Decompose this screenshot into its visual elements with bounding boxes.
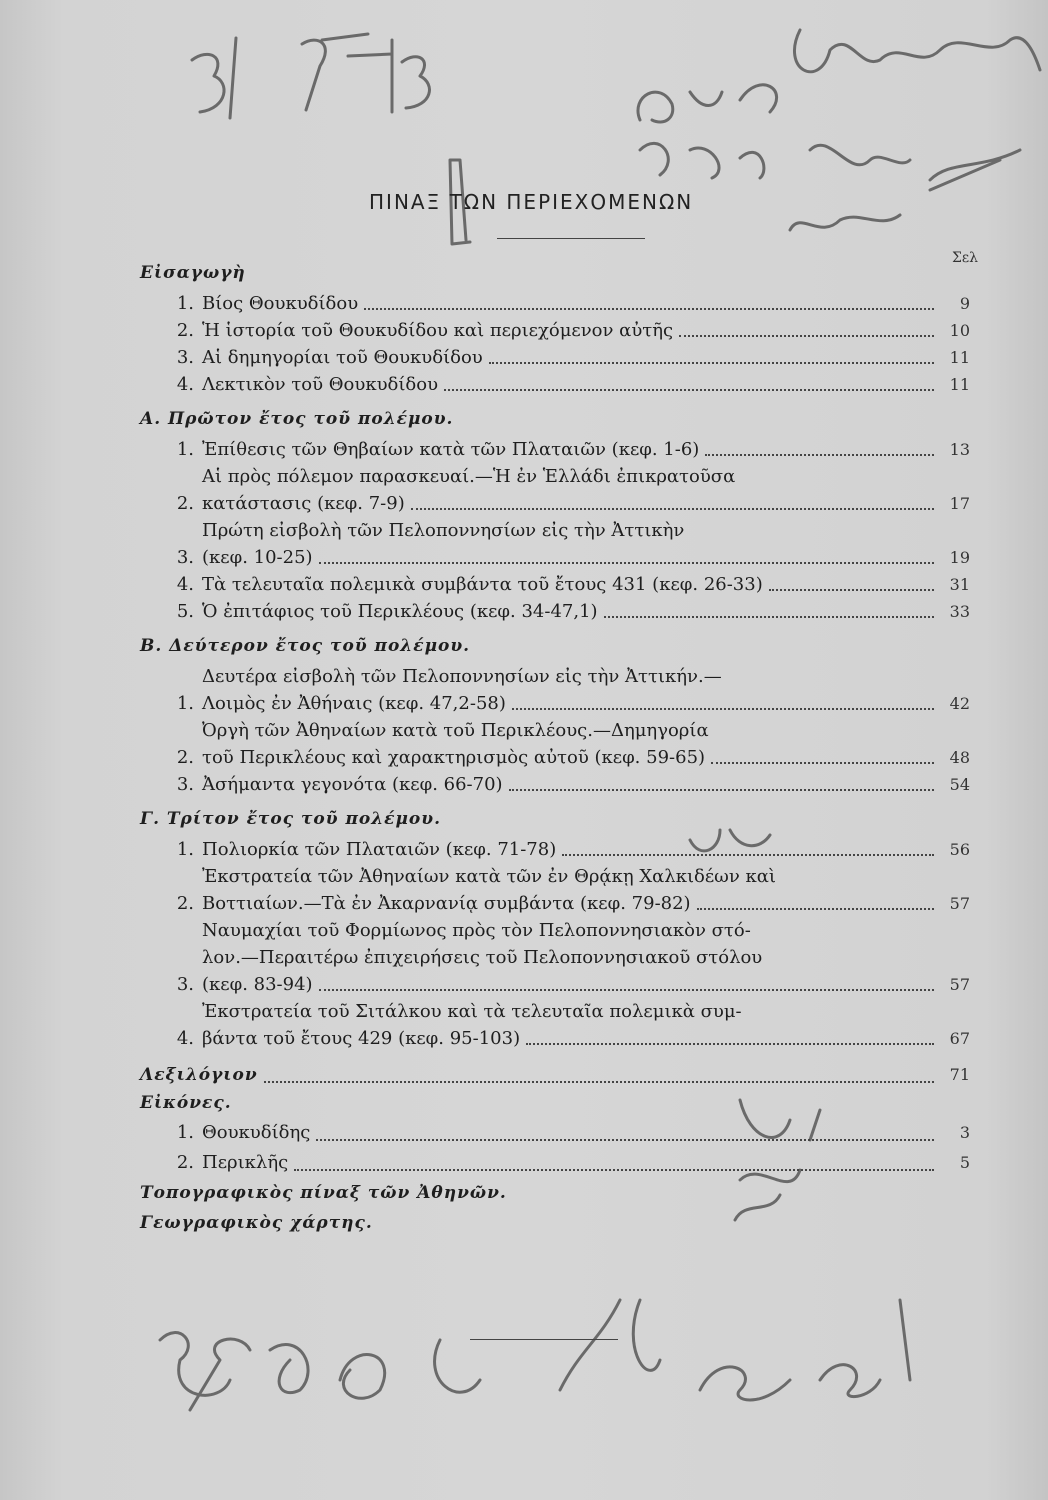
entry-line [202, 771, 970, 798]
entry-body [202, 1148, 970, 1178]
pencil-mark-range [302, 34, 429, 112]
dot-leader [509, 788, 934, 791]
page-title: ΠΙΝΑΞ ΤΩΝ ΠΕΡΙΕΧΟΜΕΝΩΝ [369, 190, 694, 214]
page-number: 10 [949, 321, 970, 340]
entry-body [202, 463, 970, 517]
dot-leader [316, 1138, 934, 1141]
toc-entry [140, 517, 970, 571]
entry-body [202, 317, 970, 344]
page-column-label: Σελ [952, 250, 979, 266]
dot-leader [679, 334, 934, 337]
entry-body [202, 290, 970, 317]
entry-number: 3. [176, 974, 194, 995]
entry-number: 2. [176, 493, 194, 514]
entry-line [202, 890, 970, 917]
geographic-map-entry [140, 1208, 970, 1238]
section-heading: Γ. Τρίτον ἔτος τοῦ πολέμου. [140, 809, 441, 829]
entry-line [202, 998, 970, 1025]
images-section [140, 1092, 970, 1178]
entry-body [202, 771, 970, 798]
entry-title: Ὁ ἐπιτάφιος τοῦ Περικλέους (κεφ. 34-47,1) [202, 601, 598, 622]
entry-line [202, 971, 970, 998]
toc-entry [140, 317, 970, 344]
entry-body [202, 598, 970, 625]
dot-leader [364, 307, 934, 310]
page-number: 42 [949, 694, 970, 713]
entry-line [202, 863, 970, 890]
entry-body [202, 917, 970, 998]
dot-leader [319, 561, 934, 564]
entry-line [202, 690, 970, 717]
entry-body [202, 371, 970, 398]
dot-leader [489, 361, 934, 364]
section-heading: Εἰκόνες. [140, 1093, 232, 1113]
entry-number: 4. [176, 574, 194, 595]
topographic-map-label: Τοπογραφικὸς πίναξ τῶν Ἀθηνῶν. [140, 1183, 507, 1203]
dot-leader [769, 588, 934, 591]
entry-line [202, 344, 970, 371]
entry-line [202, 517, 970, 544]
entry-title: Ὀργὴ τῶν Ἀθηναίων κατὰ τοῦ Περικλέους.—Δημηγορία [202, 720, 709, 741]
toc-entry [140, 436, 970, 463]
entry-line [202, 944, 970, 971]
section-heading: Β. Δεύτερον ἔτος τοῦ πολέμου. [140, 636, 471, 656]
entry-number: 1. [176, 439, 194, 460]
entry-title: Λοιμὸς ἐν Ἀθήναις (κεφ. 47,2-58) [202, 693, 506, 714]
entry-title: κατάστασις (κεφ. 7-9) [202, 493, 405, 514]
dot-leader [604, 615, 934, 618]
glossary-entry [140, 1060, 970, 1090]
page-number: 67 [949, 1029, 970, 1048]
entry-line [202, 744, 970, 771]
geographic-map-label: Γεωγραφικὸς χάρτης. [140, 1213, 373, 1233]
entry-line [202, 1025, 970, 1052]
entry-body [202, 436, 970, 463]
entry-line [202, 917, 970, 944]
entry-number: 3. [176, 774, 194, 795]
toc-entry [140, 1118, 970, 1148]
entry-title: Δευτέρα εἰσβολὴ τῶν Πελοποννησίων εἰς τὴν Ἀττικήν.— [202, 666, 722, 687]
dot-leader [264, 1080, 934, 1083]
entry-number: 1. [176, 293, 194, 314]
toc-entry [140, 598, 970, 625]
toc-entry [140, 771, 970, 798]
entry-line [202, 836, 970, 863]
page-number: 17 [949, 494, 970, 513]
page-number: 71 [949, 1065, 970, 1084]
toc-entry [140, 663, 970, 717]
page-number: 56 [949, 840, 970, 859]
toc-section [140, 635, 970, 798]
entry-number: 1. [176, 1122, 194, 1143]
toc-entry [140, 836, 970, 863]
entry-line [202, 663, 970, 690]
entry-body [202, 663, 970, 717]
closing-rule [470, 1339, 618, 1340]
entry-title: Ἡ ἱστορία τοῦ Θουκυδίδου καὶ περιεχόμενον αὐτῆς [202, 320, 674, 341]
dot-leader [294, 1168, 934, 1171]
entry-body [202, 998, 970, 1052]
entry-title: τοῦ Περικλέους καὶ χαρακτηρισμὸς αὐτοῦ (κεφ. 59-65) [202, 747, 706, 768]
dot-leader [526, 1042, 934, 1045]
topographic-map-entry [140, 1178, 970, 1208]
entry-line [202, 598, 970, 625]
entry-number: 4. [176, 374, 194, 395]
page-number: 13 [949, 440, 970, 459]
entry-number: 5. [176, 601, 194, 622]
entry-number: 2. [176, 320, 194, 341]
section-heading: Εἰσαγωγὴ [140, 263, 246, 283]
dot-leader [562, 853, 934, 856]
page-number: 9 [959, 294, 970, 313]
toc-entry [140, 290, 970, 317]
entry-title: Αἱ πρὸς πόλεμον παρασκευαί.—Ἡ ἐν Ἑλλάδι ἐπικρατοῦσα [202, 466, 736, 487]
dot-leader [512, 707, 934, 710]
section-heading: Α. Πρῶτον ἔτος τοῦ πολέμου. [140, 409, 454, 429]
dot-leader [705, 453, 934, 456]
entry-title: λον.—Περαιτέρω ἐπιχειρήσεις τοῦ Πελοποννησιακοῦ στόλου [202, 947, 763, 968]
entry-body [202, 836, 970, 863]
entry-number: 1. [176, 839, 194, 860]
title-underline [497, 238, 645, 239]
entry-title: Ἀσήμαντα γεγονότα (κεφ. 66-70) [202, 774, 503, 795]
pencil-mark-note-1 [638, 30, 1040, 122]
entry-line [202, 1148, 970, 1178]
toc-entry [140, 571, 970, 598]
entry-line [202, 544, 970, 571]
entry-number: 3. [176, 547, 194, 568]
glossary-label: Λεξιλόγιον [140, 1065, 258, 1085]
entry-title: Αἱ δημηγορίαι τοῦ Θουκυδίδου [202, 347, 483, 368]
entry-line [202, 571, 970, 598]
entry-line [202, 463, 970, 490]
entry-line [202, 290, 970, 317]
entry-title: Βίος Θουκυδίδου [202, 293, 359, 314]
entry-number: 4. [176, 1028, 194, 1049]
toc-entry [140, 863, 970, 917]
toc-section [140, 808, 970, 1052]
entry-number: 2. [176, 747, 194, 768]
toc-entry [140, 998, 970, 1052]
page-number: 54 [949, 775, 970, 794]
entry-title: (κεφ. 83-94) [202, 974, 313, 995]
entry-title: Τὰ τελευταῖα πολεμικὰ συμβάντα τοῦ ἔτους 431 (κεφ. 26-33) [202, 574, 763, 595]
toc-section [140, 408, 970, 625]
pencil-signature [160, 1300, 910, 1410]
page-number: 19 [949, 548, 970, 567]
entry-title: (κεφ. 10-25) [202, 547, 313, 568]
entry-line [202, 317, 970, 344]
entry-line [202, 371, 970, 398]
entry-line [202, 436, 970, 463]
entry-title: Ἐκστρατεία τῶν Ἀθηναίων κατὰ τῶν ἐν Θρᾴκῃ Χαλκιδέων καὶ [202, 866, 776, 887]
entry-line [202, 1118, 970, 1148]
dot-leader [411, 507, 934, 510]
entry-title: Ἐκστρατεία τοῦ Σιτάλκου καὶ τὰ τελευταῖα πολεμικὰ συμ- [202, 1001, 742, 1022]
pencil-mark-number [192, 38, 236, 118]
page-number: 11 [949, 348, 970, 367]
page-number: 11 [949, 375, 970, 394]
entry-title: Πρώτη εἰσβολὴ τῶν Πελοποννησίων εἰς τὴν Ἀττικὴν [202, 520, 685, 541]
entry-body [202, 344, 970, 371]
entry-title: Λεκτικὸν τοῦ Θουκυδίδου [202, 374, 439, 395]
dot-leader [319, 988, 934, 991]
dot-leader [711, 761, 934, 764]
entry-title: Ἐπίθεσις τῶν Θηβαίων κατὰ τῶν Πλαταιῶν (κεφ. 1-6) [202, 439, 700, 460]
entry-title: Βοττιαίων.—Τὰ ἐν Ἀκαρνανίᾳ συμβάντα (κεφ. 79-82) [202, 893, 691, 914]
page-number: 48 [949, 748, 970, 767]
entry-body [202, 571, 970, 598]
entry-number: 2. [176, 893, 194, 914]
entry-number: 2. [176, 1152, 194, 1173]
entry-line [202, 490, 970, 517]
dot-leader [697, 907, 934, 910]
toc-entry [140, 917, 970, 998]
entry-number: 3. [176, 347, 194, 368]
entry-body [202, 1118, 970, 1148]
entry-line [202, 717, 970, 744]
entry-title: Θουκυδίδης [202, 1122, 311, 1143]
entry-body [202, 863, 970, 917]
toc-entry [140, 344, 970, 371]
pencil-mark-note-2 [640, 143, 1020, 230]
page-number: 57 [949, 975, 970, 994]
dot-leader [444, 388, 934, 391]
entry-body [202, 517, 970, 571]
toc-section [140, 262, 970, 398]
toc-entry [140, 463, 970, 517]
toc-entry [140, 1148, 970, 1178]
entry-title: Πολιορκία τῶν Πλαταιῶν (κεφ. 71-78) [202, 839, 557, 860]
page-number: 5 [959, 1153, 970, 1172]
page-number: 33 [949, 602, 970, 621]
entry-title: βάντα τοῦ ἔτους 429 (κεφ. 95-103) [202, 1028, 521, 1049]
table-of-contents [140, 252, 970, 1238]
page-number: 31 [949, 575, 970, 594]
entry-body [202, 717, 970, 771]
toc-entry [140, 717, 970, 771]
entry-title: Περικλῆς [202, 1152, 289, 1173]
entry-number: 1. [176, 693, 194, 714]
page-number: 57 [949, 894, 970, 913]
toc-entry [140, 371, 970, 398]
page-number: 3 [959, 1123, 970, 1142]
entry-title: Ναυμαχίαι τοῦ Φορμίωνος πρὸς τὸν Πελοποννησιακὸν στό- [202, 920, 751, 941]
